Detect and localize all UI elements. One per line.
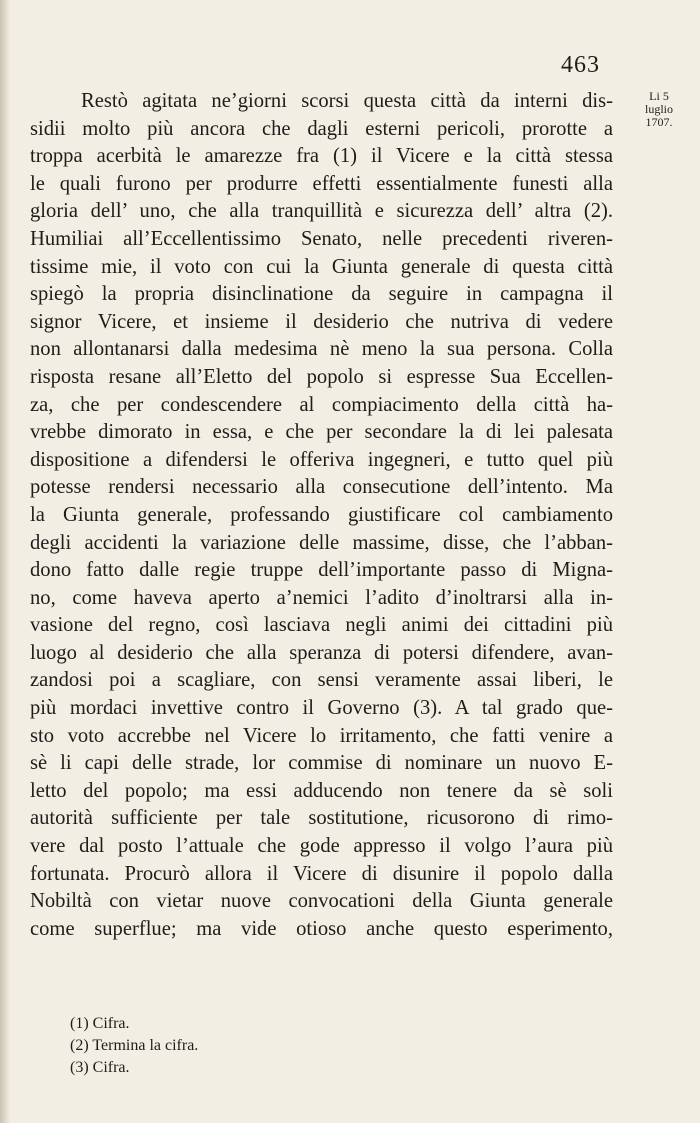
text-line: non allontanarsi dalla medesima nè meno la sua persona. Colla — [30, 338, 613, 361]
page-binding-shadow — [0, 0, 10, 1123]
text-line: degli accidenti la variazione delle massime, disse, che l’abban- — [30, 531, 613, 554]
margin-note-line: luglio — [644, 102, 673, 116]
footnotes — [70, 1013, 198, 1079]
text-line: no, come haveva aperto a’nemici l’adito d’inoltrarsi alla in- — [30, 586, 613, 609]
text-line: dispositione a difendersi le offeriva ingegneri, e tutto quel più — [30, 448, 613, 471]
text-line: potesse rendersi necessario alla consecutione dell’intento. Ma — [30, 476, 613, 499]
text-line: le quali furono per produrre effetti essentialmente funesti alla — [30, 172, 613, 195]
text-line: sto voto accrebbe nel Vicere lo irritamento, che fatti venire a — [30, 724, 613, 747]
text-line: Nobiltà con vietar nuove convocationi della Giunta generale — [30, 890, 613, 913]
text-line: zandosi poi a scagliare, con sensi veramente assai liberi, le — [30, 669, 613, 692]
footnote: (3) Cifra. — [70, 1059, 130, 1076]
text-line: autorità sufficiente per tale sostitutione, ricusorono di rimo- — [30, 807, 613, 830]
text-line: letto del popolo; ma essi adducendo non tenere da sè soli — [30, 779, 613, 802]
text-line: fortunata. Procurò allora il Vicere di disunire il popolo dalla — [30, 862, 613, 885]
text-line: Restò agitata ne’giorni scorsi questa città da interni dis- — [81, 90, 613, 112]
footnote: (1) Cifra. — [70, 1015, 130, 1032]
margin-note-line: Li 5 — [649, 89, 669, 103]
text-line: risposta resane all’Eletto del popolo si espresse Sua Eccellen- — [30, 365, 613, 388]
text-line: la Giunta generale, professando giustificare col cambiamento — [30, 503, 613, 526]
text-line: za, che per condescendere al compiacimento della città ha- — [30, 393, 613, 416]
margin-note-line: 1707. — [645, 115, 673, 129]
text-line: spiegò la propria disinclinatione da seguire in campagna il — [30, 283, 613, 306]
page-number: 463 — [561, 52, 600, 78]
text-line: sidii molto più ancora che dagli esterni pericoli, prorotte a — [30, 117, 613, 140]
text-line: più mordaci invettive contro il Governo (3). A tal grado que- — [30, 697, 613, 720]
text-line: gloria dell’ uno, che alla tranquillità e sicurezza dell’ altra (2). — [30, 200, 613, 223]
text-line: vrebbe dimorato in essa, e che per secondare la di lei palesata — [30, 421, 613, 444]
text-line: tissime mie, il voto con cui la Giunta generale di questa città — [30, 255, 613, 278]
text-line: Humiliai all’Eccellentissimo Senato, nelle precedenti riveren- — [30, 227, 613, 250]
text-line: signor Vicere, et insieme il desiderio che nutriva di vedere — [30, 310, 613, 333]
text-line: luogo al desiderio che alla speranza di potersi difendere, avan- — [30, 641, 613, 664]
text-line: sè li capi delle strade, lor commise di nominare un nuovo E- — [30, 752, 613, 775]
text-line: dono fatto dalle regie truppe dell’importante passo di Migna- — [30, 559, 613, 582]
text-line: vere dal posto l’attuale che gode appresso il volgo l’aura più — [30, 835, 613, 858]
text-line: vasione del regno, così lasciava negli animi dei cittadini più — [30, 614, 613, 637]
text-line: come superflue; ma vide otioso anche questo esperimento, — [30, 917, 613, 940]
footnote: (2) Termina la cifra. — [70, 1037, 199, 1054]
margin-date-note — [626, 90, 692, 129]
body-text — [30, 88, 613, 943]
text-line: troppa acerbità le amarezze fra (1) il Vicere e la città stessa — [30, 145, 613, 168]
